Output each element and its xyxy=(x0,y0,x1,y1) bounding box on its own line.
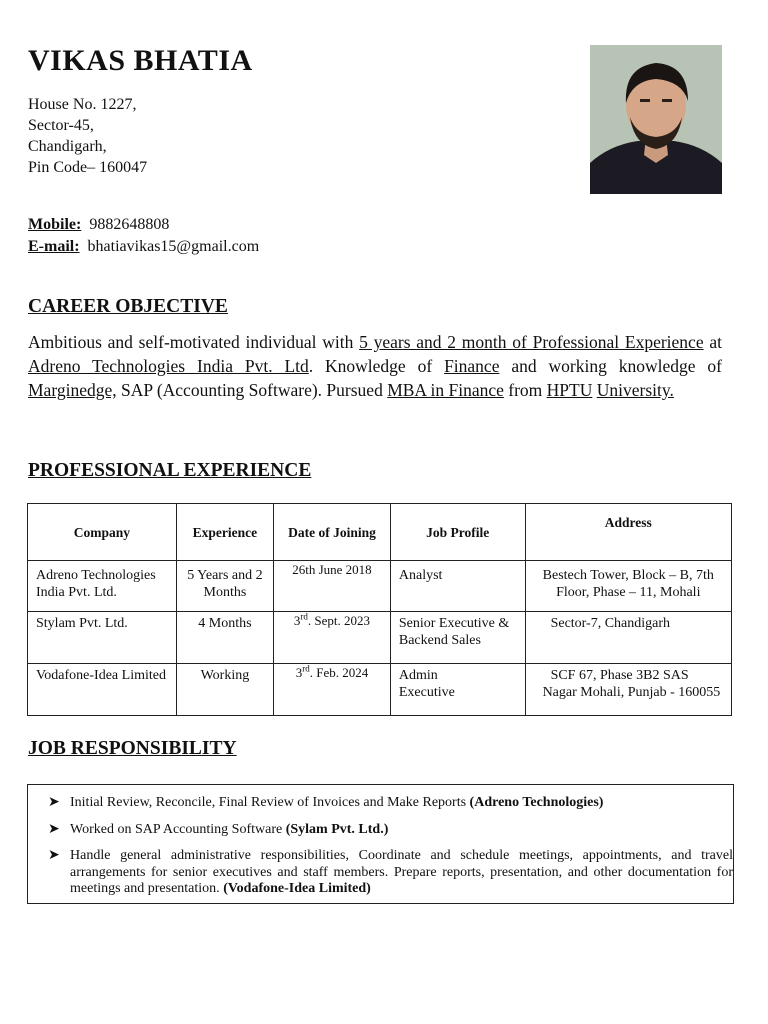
address-line: Pin Code– 160047 xyxy=(28,159,148,176)
list-item xyxy=(28,795,733,812)
table-row xyxy=(28,664,732,716)
column-header: Address xyxy=(525,504,731,561)
profile-cell: Admin Executive xyxy=(390,664,525,716)
item-company: (Vodafone-Idea Limited) xyxy=(223,881,371,896)
candidate-name: VIKAS BHATIA xyxy=(28,44,253,77)
email-address: bhatiavikas15@gmail.com xyxy=(87,238,260,255)
underlined-phrase: MBA in Finance xyxy=(387,380,504,400)
profile-cell: Analyst xyxy=(390,561,525,612)
item-text: Initial Review, Reconcile, Final Review of Invoices and Make Reports xyxy=(70,795,470,810)
profile-cell: Senior Executive & Backend Sales xyxy=(390,612,525,664)
doj-cell xyxy=(274,612,391,664)
objective-text-run: and working knowledge of xyxy=(499,356,722,376)
item-text: Worked on SAP Accounting Software xyxy=(70,821,286,837)
doj-cell xyxy=(274,561,391,612)
doj-day: 3 xyxy=(293,613,301,628)
address-line: Chandigarh, xyxy=(28,138,107,155)
underlined-phrase: Finance xyxy=(444,356,500,376)
company-cell: Adreno Technologies India Pvt. Ltd. xyxy=(28,561,177,612)
column-header: Job Profile xyxy=(390,504,525,561)
arrow-bullet-icon: ➤ xyxy=(48,821,60,837)
objective-text-run: . Knowledge of xyxy=(308,356,445,376)
underlined-phrase: University. xyxy=(596,380,674,400)
professional-experience-heading: PROFESSIONAL EXPERIENCE xyxy=(28,460,312,481)
email-label: E-mail: xyxy=(28,238,80,255)
mobile-row xyxy=(28,214,259,236)
underlined-phrase: Adreno Technologies India Pvt. Ltd xyxy=(28,356,309,376)
doj-rest: . Feb. 2024 xyxy=(309,665,369,680)
item-company: (Sylam Pvt. Ltd.) xyxy=(285,821,389,837)
item-text: Handle general administrative responsibilities, Coordinate and schedule meetings, appointments, and travel arrangements for senior executives and staff members. Prepare reports, presentation, and other documentation for meetings and presentation. xyxy=(70,848,733,896)
doj-text: 26th June 2018 xyxy=(292,562,372,577)
doj-day: 3 xyxy=(295,665,303,680)
address-cell: SCF 67, Phase 3B2 SAS Nagar Mohali, Punjab - 160055 xyxy=(525,664,731,716)
underlined-phrase: 5 years and 2 month of Professional Experience xyxy=(359,332,704,352)
underlined-phrase: HPTU xyxy=(546,380,593,400)
item-company: (Adreno Technologies) xyxy=(469,795,604,810)
experience-cell: Working xyxy=(176,664,273,716)
profile-photo xyxy=(590,45,722,194)
doj-suffix: rd xyxy=(302,663,310,674)
address-line: Sector-45, xyxy=(28,117,94,134)
company-cell: Stylam Pvt. Ltd. xyxy=(28,612,177,664)
person-photo-icon xyxy=(590,45,722,194)
experience-table xyxy=(27,503,732,716)
email-row xyxy=(28,236,259,258)
doj-cell xyxy=(274,664,391,716)
address-cell: Bestech Tower, Block – B, 7th Floor, Phase – 11, Mohali xyxy=(525,561,731,612)
table-header-row xyxy=(28,504,732,561)
address-line: House No. 1227, xyxy=(28,96,137,113)
column-header: Company xyxy=(28,504,177,561)
experience-cell: 4 Months xyxy=(176,612,273,664)
company-cell: Vodafone-Idea Limited xyxy=(28,664,177,716)
objective-text-run: SAP (Accounting Software). Pursued xyxy=(116,380,388,400)
doj-rest: . Sept. 2023 xyxy=(307,613,371,628)
mobile-number: 9882648808 xyxy=(89,216,170,233)
list-item xyxy=(28,822,733,839)
address-cell: Sector-7, Chandigarh xyxy=(525,612,731,664)
address-block xyxy=(28,94,147,178)
experience-cell: 5 Years and 2 Months xyxy=(176,561,273,612)
contact-block xyxy=(28,214,259,258)
career-objective-heading: CAREER OBJECTIVE xyxy=(28,296,228,317)
arrow-bullet-icon: ➤ xyxy=(48,848,60,863)
objective-text-run: from xyxy=(503,380,547,400)
mobile-label: Mobile: xyxy=(28,216,82,233)
table-row xyxy=(28,561,732,612)
table-row xyxy=(28,612,732,664)
column-header: Date of Joining xyxy=(274,504,391,561)
job-responsibility-heading: JOB RESPONSIBILITY xyxy=(28,738,237,759)
doj-suffix: rd xyxy=(300,611,308,622)
objective-text-run: at xyxy=(703,332,722,352)
underlined-phrase: Marginedge, xyxy=(28,380,117,400)
responsibility-box xyxy=(27,784,734,904)
list-item xyxy=(28,848,733,898)
career-objective-text xyxy=(28,330,722,402)
objective-text-run: Ambitious and self-motivated individual with xyxy=(28,332,360,352)
responsibility-list xyxy=(28,785,733,898)
arrow-bullet-icon: ➤ xyxy=(48,795,60,810)
column-header: Experience xyxy=(176,504,273,561)
